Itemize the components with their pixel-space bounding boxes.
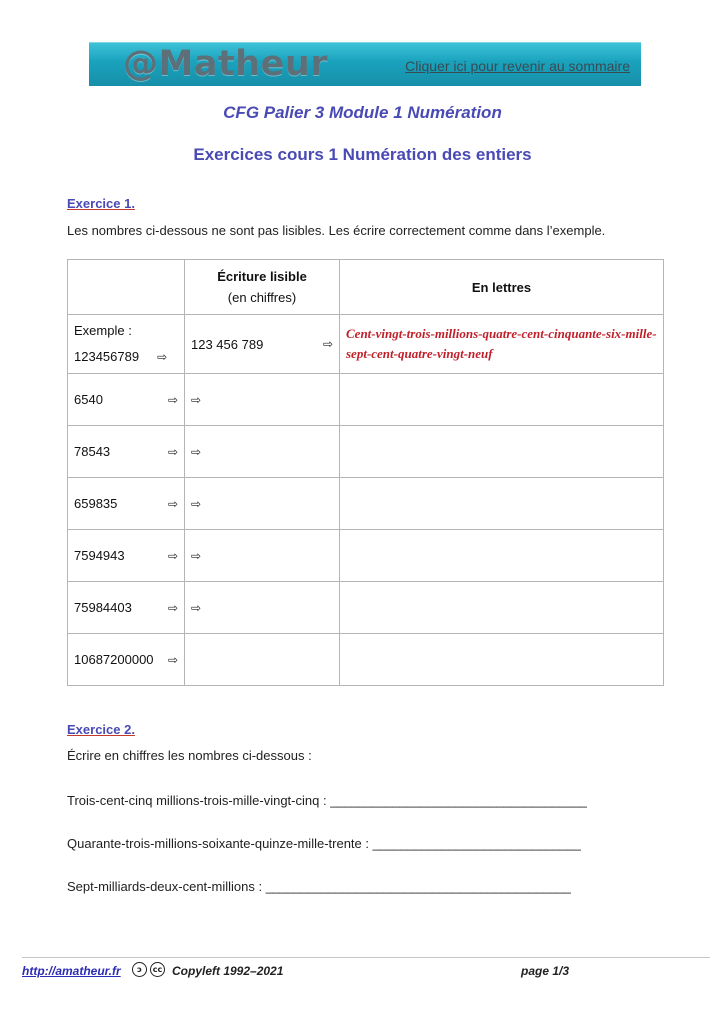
raw-number: 659835 [74, 496, 118, 511]
question-3-label: Sept-milliards-deux-cent-millions : [67, 879, 263, 894]
example-label: Exemple : [74, 323, 132, 338]
words-answer-cell[interactable] [340, 426, 664, 478]
arrow-right-icon: ⇨ [191, 393, 202, 407]
example-number: 123456789 [74, 349, 140, 364]
back-to-summary-link[interactable]: Cliquer ici pour revenir au sommaire [405, 58, 630, 74]
raw-number: 7594943 [74, 548, 125, 563]
readable-answer-cell[interactable] [185, 582, 340, 634]
words-answer-cell[interactable] [340, 374, 664, 426]
arrow-right-icon: ⇨ [167, 392, 178, 407]
answer-blank-3[interactable]: ____________________________________________ [265, 879, 571, 894]
words-answer-cell[interactable] [340, 478, 664, 530]
table-header-row [68, 260, 664, 315]
number-cell [68, 634, 185, 686]
question-1-label: Trois-cent-cinq millions-trois-mille-vingt-cinq : [67, 793, 327, 808]
number-cell [68, 426, 185, 478]
header-readable-label: Écriture lisible [217, 269, 307, 284]
header-cell-readable [185, 260, 340, 315]
example-readable: 123 456 789 [191, 336, 264, 352]
header-cell-number [68, 260, 185, 315]
readable-answer-cell[interactable] [185, 634, 340, 686]
page-title: Exercices cours 1 Numération des entiers [193, 145, 532, 164]
table-row [68, 634, 664, 686]
number-cell [68, 478, 185, 530]
example-words-cell [340, 315, 664, 374]
answer-blank-2[interactable]: ______________________________ [372, 836, 581, 851]
question-3 [67, 879, 571, 894]
arrow-right-icon: ⇨ [191, 497, 202, 511]
readable-answer-cell[interactable] [185, 478, 340, 530]
header-readable-sublabel: (en chiffres) [227, 290, 297, 305]
site-logo: @Matheur [123, 44, 329, 84]
arrow-right-icon: ⇨ [322, 337, 333, 351]
exercise-2-heading: Exercice 2. [67, 722, 135, 737]
number-cell [68, 530, 185, 582]
words-answer-cell[interactable] [340, 530, 664, 582]
table-row [68, 478, 664, 530]
arrow-right-icon: ⇨ [167, 496, 178, 511]
arrow-right-icon: ⇨ [191, 445, 202, 459]
example-readable-cell [185, 315, 340, 374]
creative-commons-icon: cc [150, 962, 165, 977]
table-row [68, 530, 664, 582]
question-2-label: Quarante-trois-millions-soixante-quinze-mille-trente : [67, 836, 369, 851]
words-answer-cell[interactable] [340, 634, 664, 686]
table-row [68, 374, 664, 426]
arrow-right-icon: ⇨ [191, 601, 202, 615]
words-answer-cell[interactable] [340, 582, 664, 634]
question-2 [67, 836, 581, 851]
page-number: page 1/3 [521, 964, 570, 978]
module-title: CFG Palier 3 Module 1 Numération [223, 103, 502, 122]
header-banner [89, 42, 641, 86]
raw-number: 75984403 [74, 600, 132, 615]
exercise-1-instruction: Les nombres ci-dessous ne sont pas lisibles. Les écrire correctement comme dans l’exemple. [67, 223, 606, 238]
number-cell [68, 374, 185, 426]
example-number-cell [68, 315, 185, 374]
readable-answer-cell[interactable] [185, 530, 340, 582]
answer-blank-1[interactable]: _____________________________________ [330, 793, 587, 808]
question-1 [67, 793, 587, 808]
readable-answer-cell[interactable] [185, 426, 340, 478]
example-row [68, 315, 664, 374]
raw-number: 78543 [74, 444, 111, 459]
readable-answer-cell[interactable] [185, 374, 340, 426]
footer-divider [22, 957, 710, 958]
arrow-right-icon: ⇨ [191, 549, 202, 563]
numeration-table [67, 259, 664, 686]
arrow-right-icon: ⇨ [167, 600, 178, 615]
example-words: Cent-vingt-trois-millions-quatre-cent-cinquante-six-mille-sept-cent-quatre-vingt-neuf [346, 326, 657, 361]
exercise-1-heading: Exercice 1. [67, 196, 135, 211]
arrow-right-icon: ⇨ [167, 444, 178, 459]
header-cell-words: En lettres [340, 260, 664, 315]
table-row [68, 426, 664, 478]
exercise-2-instruction: Écrire en chiffres les nombres ci-dessous : [67, 748, 312, 763]
raw-number: 10687200000 [74, 652, 154, 667]
license-icons [132, 962, 165, 977]
copyleft-icon: ↄ [132, 962, 147, 977]
site-link[interactable]: http://amatheur.fr [22, 964, 121, 978]
arrow-right-icon: ⇨ [167, 548, 178, 563]
raw-number: 6540 [74, 392, 103, 407]
number-cell [68, 582, 185, 634]
copyleft-text: Copyleft 1992–2021 [172, 964, 284, 978]
arrow-right-icon: ⇨ [167, 652, 178, 667]
arrow-right-icon: ⇨ [157, 350, 168, 364]
page-footer [22, 962, 710, 980]
table-row [68, 582, 664, 634]
